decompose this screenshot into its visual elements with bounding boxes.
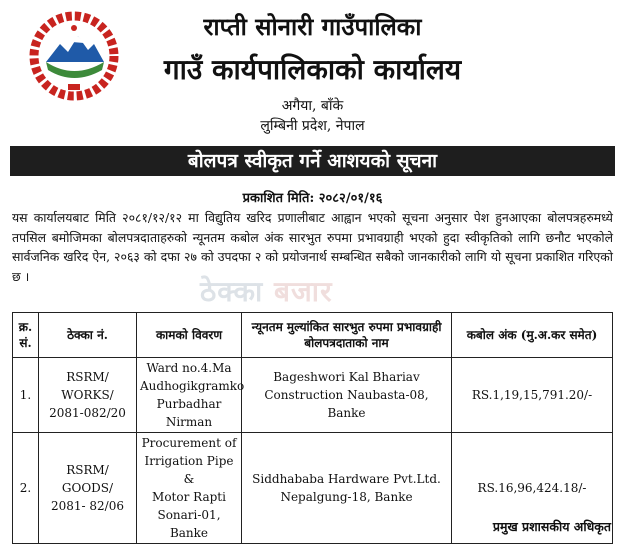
watermark-part-1: ठेक्का: [200, 275, 264, 308]
cell-line: 2081-082/20: [49, 406, 126, 420]
cell-line: RSRM/: [66, 370, 109, 384]
cell-line: Siddhababa Hardware Pvt.Ltd.: [252, 472, 441, 486]
cell-bidder: [242, 358, 452, 433]
cell-line: WORKS/: [61, 388, 114, 402]
cell-sn: 1.: [13, 358, 39, 433]
cell-bidder: [242, 433, 452, 544]
cell-line: RSRM/: [66, 463, 109, 477]
cell-amount: RS.16,96,424.18/-: [452, 433, 613, 544]
signatory-title: प्रमुख प्रशासकीय अधिकृत: [492, 519, 611, 534]
cell-amount: RS.1,19,15,791.20/-: [452, 358, 613, 433]
cell-line: Audhogikgramko: [140, 379, 245, 393]
cell-line: Ward no.4.Ma: [146, 361, 232, 375]
office-address: अगैया, बाँके: [281, 98, 344, 114]
cell-line: 2081- 82/06: [51, 499, 124, 513]
cell-line: Motor Rapti: [152, 490, 226, 504]
cell-line: Construction Naubasta-08, Banke: [264, 388, 429, 420]
cell-line: Purbadhar Nirman: [156, 397, 222, 429]
cell-line: Bageshwori Kal Bhariav: [273, 370, 420, 384]
cell-sn: 2.: [13, 433, 39, 544]
notice-body-text: यस कार्यालयबाट मिति २०८१/१२/१२ मा विद्युतिय खरिद प्रणालीबाट आह्वान भएको सूचना अनुसार पेश हुनआएका बोलपत्रहरुमध्ये तपसिल बमोजिमका बोलपत्रदाताहरुको न्यूनतम कबोल अंक सारभुत रुपमा प्रभावग्राही भएको हुदा स्वीकृतिको लागि छनौट भएकोले सार्वजनिक खरिद ऐन, २०६३ को दफा २७ को उपदफा २ को प्रयोजनार्थ सम्बन्धित सबैको जानकारीको लागि यो सूचना प्रकाशित गरिएको छ ।: [12, 210, 613, 284]
table-row: [13, 358, 613, 433]
header-contract-no: ठेक्का नं.: [39, 313, 137, 358]
cell-line: Procurement of: [141, 436, 237, 450]
cell-work: [137, 433, 242, 544]
bid-results-table: [12, 312, 613, 544]
watermark-part-2: बजार: [274, 275, 333, 308]
cell-line: Irrigation Pipe &: [144, 454, 234, 486]
published-date: [0, 188, 625, 206]
header-amount: कबोल अंक (मु.अ.कर समेत): [452, 313, 613, 358]
header-work: कामको विवरण: [137, 313, 242, 358]
cell-line: Sonari-01, Banke: [157, 508, 221, 540]
province-name: लुम्बिनी प्रदेश, नेपाल: [260, 118, 365, 134]
cell-contract-no: [39, 433, 137, 544]
cell-line: GOODS/: [61, 481, 114, 495]
cell-contract-no: [39, 358, 137, 433]
cell-line: Nepalgung-18, Banke: [280, 490, 413, 504]
municipality-name: राप्ती सोनारी गाउँपालिका: [203, 12, 422, 41]
header-sn: क्र. सं.: [13, 313, 39, 358]
notice-title-banner: बोलपत्र स्वीकृत गर्ने आशयको सूचना: [10, 146, 615, 176]
published-date-label: प्रकाशित मिति:: [242, 191, 315, 206]
published-date-value: २०८२/०१/१६: [318, 191, 383, 206]
office-name: गाउँ कार्यपालिकाको कार्यालय: [163, 53, 462, 86]
cell-work: [137, 358, 245, 433]
table-header-row: [13, 313, 613, 358]
header-bidder: न्यूनतम मुल्यांकित सारभुत रुपमा प्रभावग्राही बोलपत्रदाताको नाम: [242, 313, 452, 358]
